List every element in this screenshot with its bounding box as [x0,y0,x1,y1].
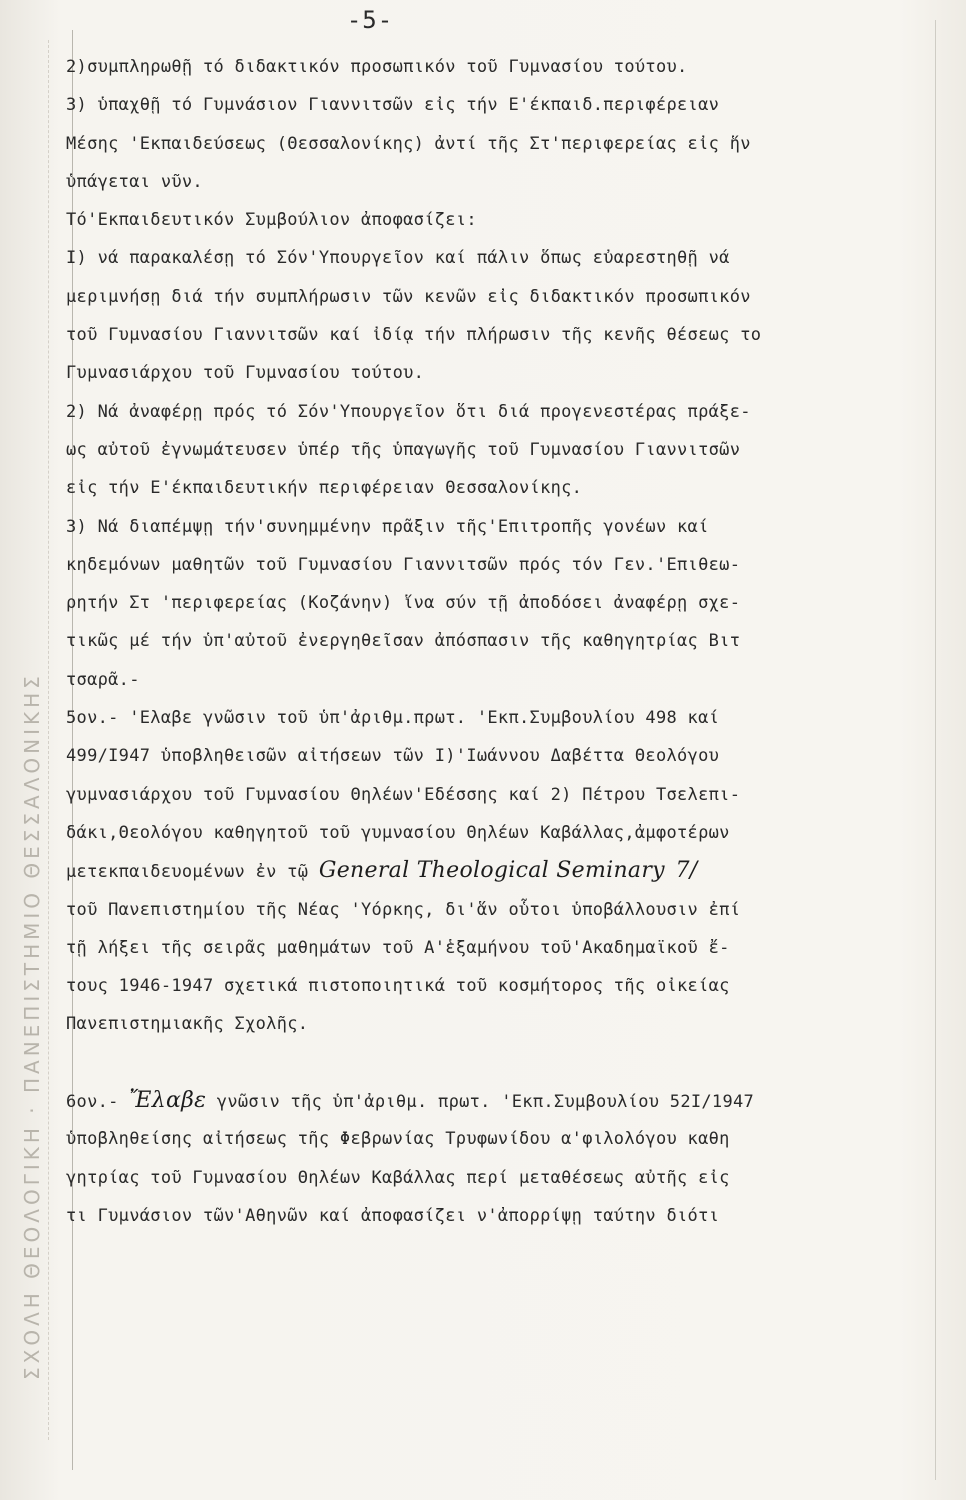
left-margin-guide [48,40,49,1440]
text-line: δάκι,Θεολόγου καθηγητοῦ τοῦ γυμνασίου Θηλέων Καβάλλας,ἀμφοτέρων [66,822,730,843]
text-line: τῇ λήξει τῆς σειρᾶς μαθημάτων τοῦ Α'ἑξαμήνου τοῦ'Ακαδημαϊκοῦ ἔ- [66,937,730,958]
typed-body [66,48,926,1235]
text-line: ως αὐτοῦ ἐγνωμάτευσεν ὑπέρ τῆς ὑπαγωγῆς τοῦ Γυμνασίου Γιαννιτσῶν [66,439,741,460]
text-line: τικῶς μέ τήν ὑπ'αὐτοῦ ἐνεργηθεῖσαν ἀπόσπασιν τῆς καθηγητρίας Βιτ [66,631,741,652]
text-line: ρητήν Στ 'περιφερείας (Κοζάνην) ἵνα σύν τῇ ἀποδόσει ἀναφέρῃ σχε- [66,593,741,614]
text-line: 3) Νά διαπέμψῃ τήν'συνημμένην πρᾶξιν τῆς'Επιτροπῆς γονέων καί [66,516,709,537]
text-line: 499/I947 ὑποβληθεισῶν αἰτήσεων τῶν I)'Ιωάννου Δαβέττα Θεολόγου [66,746,720,767]
text-line: ὑπάγεται νῦν. [66,171,203,192]
typed-text: γνῶσιν τῆς ὑπ'ἀριθμ. πρωτ. 'Εκπ.Συμβουλίου 52I/1947 [216,1092,755,1113]
typed-text: μετεκπαιδευομένων ἐν τῷ [66,862,309,883]
typed-text: 6ον.- [66,1092,119,1113]
text-line: γυμνασιάρχου τοῦ Γυμνασίου Θηλέων'Εδέσσης καί 2) Πέτρου Τσελεπι- [66,784,741,805]
text-line: εἰς τήν Ε'έκπαιδευτικήν περιφέρειαν Θεσσαλονίκης. [66,478,583,499]
handwritten-insertion: General Theological Seminary [318,858,665,884]
handwritten-correction: Ἔλαβε [129,1088,207,1114]
text-line: 2) Νά ἀναφέρῃ πρός τό Σόν'Υπουργεῖον ὅτι διά προγενεστέρας πράξε- [66,401,751,422]
text-line: ὑποβληθείσης αἰτήσεως τῆς Φεβρωνίας Τρυφωνίδου α'φιλολόγου καθη [66,1129,730,1150]
text-line: κηδεμόνων μαθητῶν τοῦ Γυμνασίου Γιαννιτσῶν πρός τόν Γεν.'Επιθεω- [66,554,741,575]
margin-stamp: ΣΧΟΛΗ ΘΕΟΛΟΓΙΚΗ · ΠΑΝΕΠΙΣΤΗΜΙΟ ΘΕΣΣΑΛΟΝΙΚΗΣ [20,672,44,1380]
text-line-with-handwriting [66,852,926,890]
text-line: τους 1946-1947 σχετικά πιστοποιητικά τοῦ κοσμήτορος τῆς οἰκείας [66,976,730,997]
text-line: τοῦ Πανεπιστημίου τῆς Νέας 'Υόρκης, δι'ἅν οὗτοι ὑποβάλλουσιν ἐπί [66,899,741,920]
text-line: τοῦ Γυμνασίου Γιαννιτσῶν καί ἰδίᾳ τήν πλήρωσιν τῆς κενῆς θέσεως το [66,325,762,346]
text-line: Μέσης 'Εκπαιδεύσεως (Θεσσαλονίκης) ἀντί τῆς Στ'περιφερείας εἰς ἥν [66,133,751,154]
text-line: γητρίας τοῦ Γυμνασίου Θηλέων Καβάλλας περί μεταθέσεως αὐτῆς εἰς [66,1167,730,1188]
text-line: 2)συμπληρωθῇ τό διδακτικόν προσωπικόν τοῦ Γυμνασίου τούτου. [66,57,688,77]
text-line: 3) ὑπαχθῇ τό Γυμνάσιον Γιαννιτσῶν εἰς τήν Ε'έκπαιδ.περιφέρειαν [66,95,720,116]
page-number: -5- [346,6,394,34]
text-line: τι Γυμνάσιον τῶν'Αθηνῶν καί ἀποφασίζει ν'ἀπορρίψῃ ταύτην διότι [66,1205,720,1226]
text-line [66,1044,926,1082]
text-line: Πανεπιστημιακῆς Σχολῆς. [66,1014,309,1035]
handwritten-mark: 7/ [675,858,698,884]
text-line-with-handwriting [66,1082,926,1120]
text-line: μεριμνήσῃ διά τήν συμπλήρωσιν τῶν κενῶν εἰς διδακτικόν προσωπικόν [66,286,751,307]
text-line: Γυμνασιάρχου τοῦ Γυμνασίου τούτου. [66,363,425,384]
right-margin-rule [935,20,936,1480]
text-line: 5ον.- 'Ελαβε γνῶσιν τοῦ ὑπ'ἀριθμ.πρωτ. 'Εκπ.Συμβουλίου 498 καί [66,708,720,729]
text-line: Τό'Εκπαιδευτικόν Συμβούλιον ἀποφασίζει: [66,210,477,231]
text-line: I) νά παρακαλέσῃ τό Σόν'Υπουργεῖον καί πάλιν ὅπως εὐαρεστηθῇ νά [66,248,730,269]
text-line: τσαρᾶ.- [66,669,140,690]
